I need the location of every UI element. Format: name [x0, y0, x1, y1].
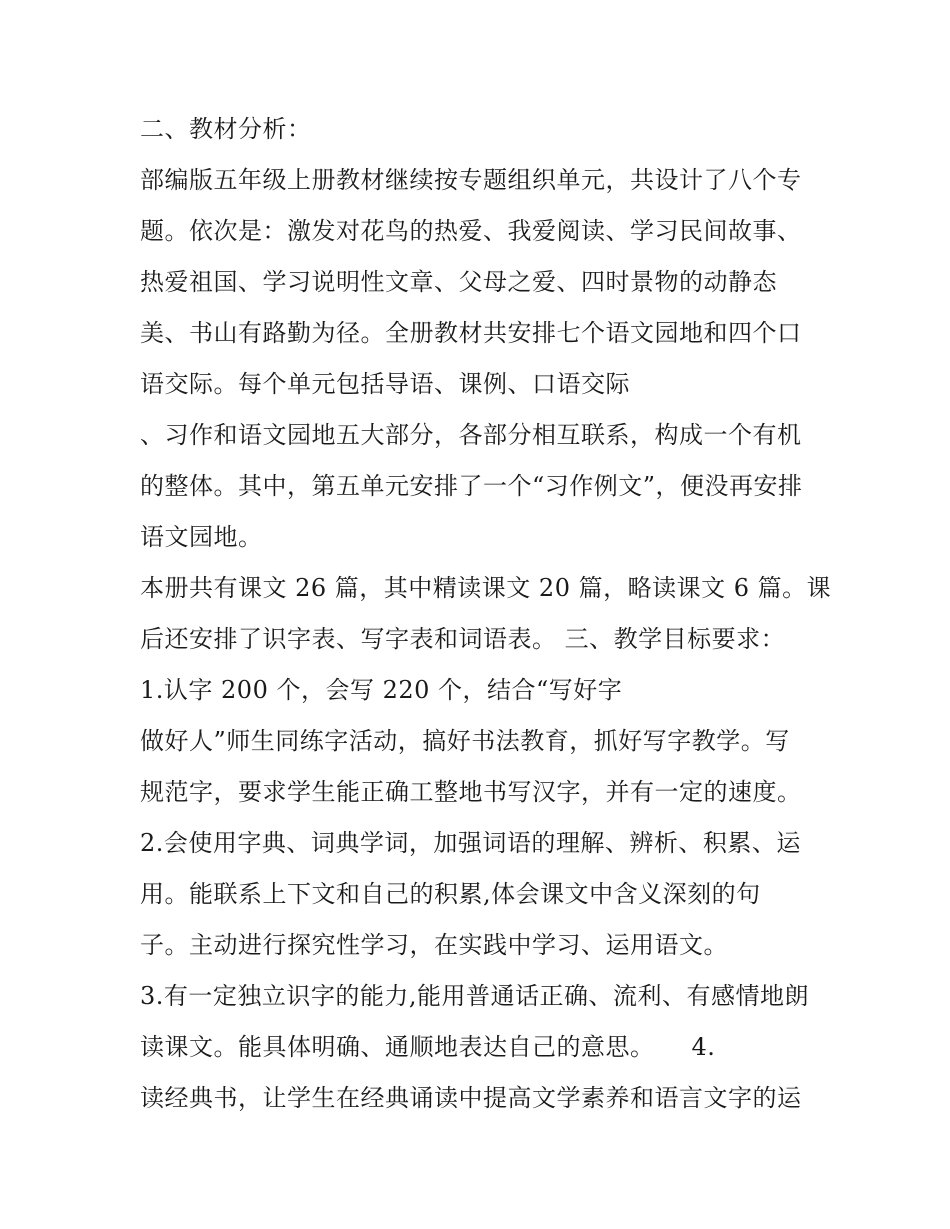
- paragraph-line: 语文园地。: [140, 523, 263, 551]
- paragraph-line: 的整体。其中，第五单元安排了一个“习作例文”，便没再安排: [140, 472, 803, 500]
- paragraph-line: 做好人”师生同练字活动，搞好书法教育，抓好写字教学。写: [140, 727, 790, 755]
- paragraph-line: 2.会使用字典、词典学词，加强词语的理解、辨析、积累、运: [140, 829, 801, 857]
- paragraph-line: 美、书山有路勤为径。全册教材共安排七个语文园地和四个口: [140, 319, 802, 347]
- paragraph-line: 、习作和语文园地五大部分，各部分相互联系，构成一个有机: [140, 421, 802, 449]
- paragraph-line: 1.认字 200 个，会写 220 个，结合“写好字: [140, 676, 623, 704]
- paragraph-line: 规范字，要求学生能正确工整地书写汉字，并有一定的速度。: [140, 778, 802, 806]
- paragraph-line: 读课文。能具体明确、通顺地表达自己的意思。 4.: [140, 1033, 716, 1061]
- section-heading-textbook-analysis: 二、教材分析：: [140, 115, 312, 143]
- paragraph-line: 部编版五年级上册教材继续按专题组织单元，共设计了八个专: [140, 166, 802, 194]
- paragraph-line: 本册共有课文 26 篇，其中精读课文 20 篇，略读课文 6 篇。课: [140, 574, 832, 602]
- paragraph-line: 后还安排了识字表、写字表和词语表。 三、教学目标要求：: [140, 625, 786, 653]
- paragraph-line: 热爱祖国、学习说明性文章、父母之爱、四时景物的动静态: [140, 268, 777, 296]
- paragraph-line: 3.有一定独立识字的能力,能用普通话正确、流利、有感情地朗: [140, 982, 810, 1010]
- paragraph-line: 子。主动进行探究性学习，在实践中学习、运用语文。: [140, 931, 728, 959]
- paragraph-line: 用。能联系上下文和自己的积累,体会课文中含义深刻的句: [140, 880, 761, 908]
- paragraph-line: 语交际。每个单元包括导语、课例、口语交际: [140, 370, 630, 398]
- paragraph-line: 读经典书，让学生在经典诵读中提高文学素养和语言文字的运: [140, 1084, 802, 1112]
- paragraph-line: 题。依次是：激发对花鸟的热爱、我爱阅读、学习民间故事、: [140, 217, 802, 245]
